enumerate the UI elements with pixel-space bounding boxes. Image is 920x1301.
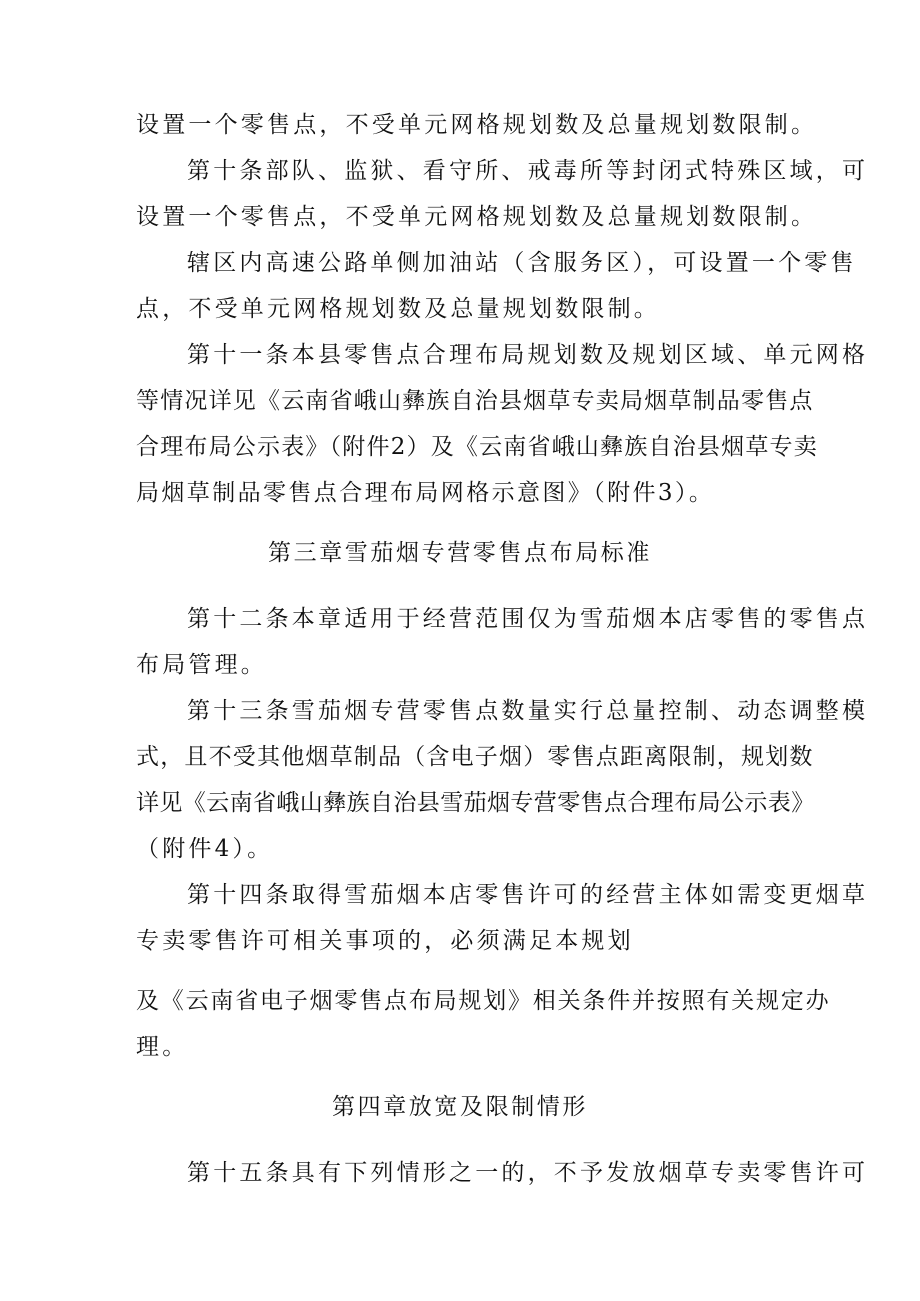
article-13-line-3: 详见《云南省峨山彝族自治县雪茄烟专营零售点合理布局公示表》 [136,790,815,816]
article-11-line-3: 合理布局公示表》（附件2）及《云南省峨山彝族自治县烟草专卖 [136,434,818,460]
article-12-line-2: 布局管理。 [136,652,267,678]
article-12-line-1: 第十二条本章适用于经营范围仅为雪茄烟本店零售的零售点 [187,606,869,632]
chapter-4-heading: 第四章放宽及限制情形 [332,1094,588,1120]
article-13-line-4: （附件4）。 [136,836,274,862]
article-14-line-2: 专卖零售许可相关事项的，必须满足本规划 [136,928,634,954]
article-13-line-2: 式，且不受其他烟草制品（含电子烟）零售点距离限制，规划数 [136,744,814,770]
article-11-line-4: 局烟草制品零售点合理布局网格示意图》（附件3）。 [136,480,715,506]
article-10-line-2: 设置一个零售点，不受单元网格规划数及总量规划数限制。 [136,204,818,230]
highway-paragraph-line-2: 点，不受单元网格规划数及总量规划数限制。 [136,296,660,322]
article-14-line-3: 及《云南省电子烟零售点布局规划》相关条件并按照有关规定办 [136,988,831,1014]
article-15-line-1: 第十五条具有下列情形之一的，不予发放烟草专卖零售许可 [187,1160,869,1186]
article-14-line-4: 理。 [136,1034,189,1060]
highway-paragraph-line-1: 辖区内高速公路单侧加油站（含服务区），可设置一个零售 [187,250,857,276]
article-11-line-1: 第十一条本县零售点合理布局规划数及规划区域、单元网格 [187,342,869,368]
article-14-line-1: 第十四条取得雪茄烟本店零售许可的经营主体如需变更烟草 [187,882,869,908]
article-11-line-2: 等情况详见《云南省峨山彝族自治县烟草专卖局烟草制品零售点 [136,388,814,414]
article-13-line-1: 第十三条雪茄烟专营零售点数量实行总量控制、动态调整模 [187,698,869,724]
article-10-line-1: 第十条部队、监狱、看守所、戒毒所等封闭式特殊区域，可 [187,158,869,184]
text-line-1: 设置一个零售点，不受单元网格规划数及总量规划数限制。 [136,112,818,138]
chapter-3-heading: 第三章雪茄烟专营零售点布局标准 [268,540,652,566]
